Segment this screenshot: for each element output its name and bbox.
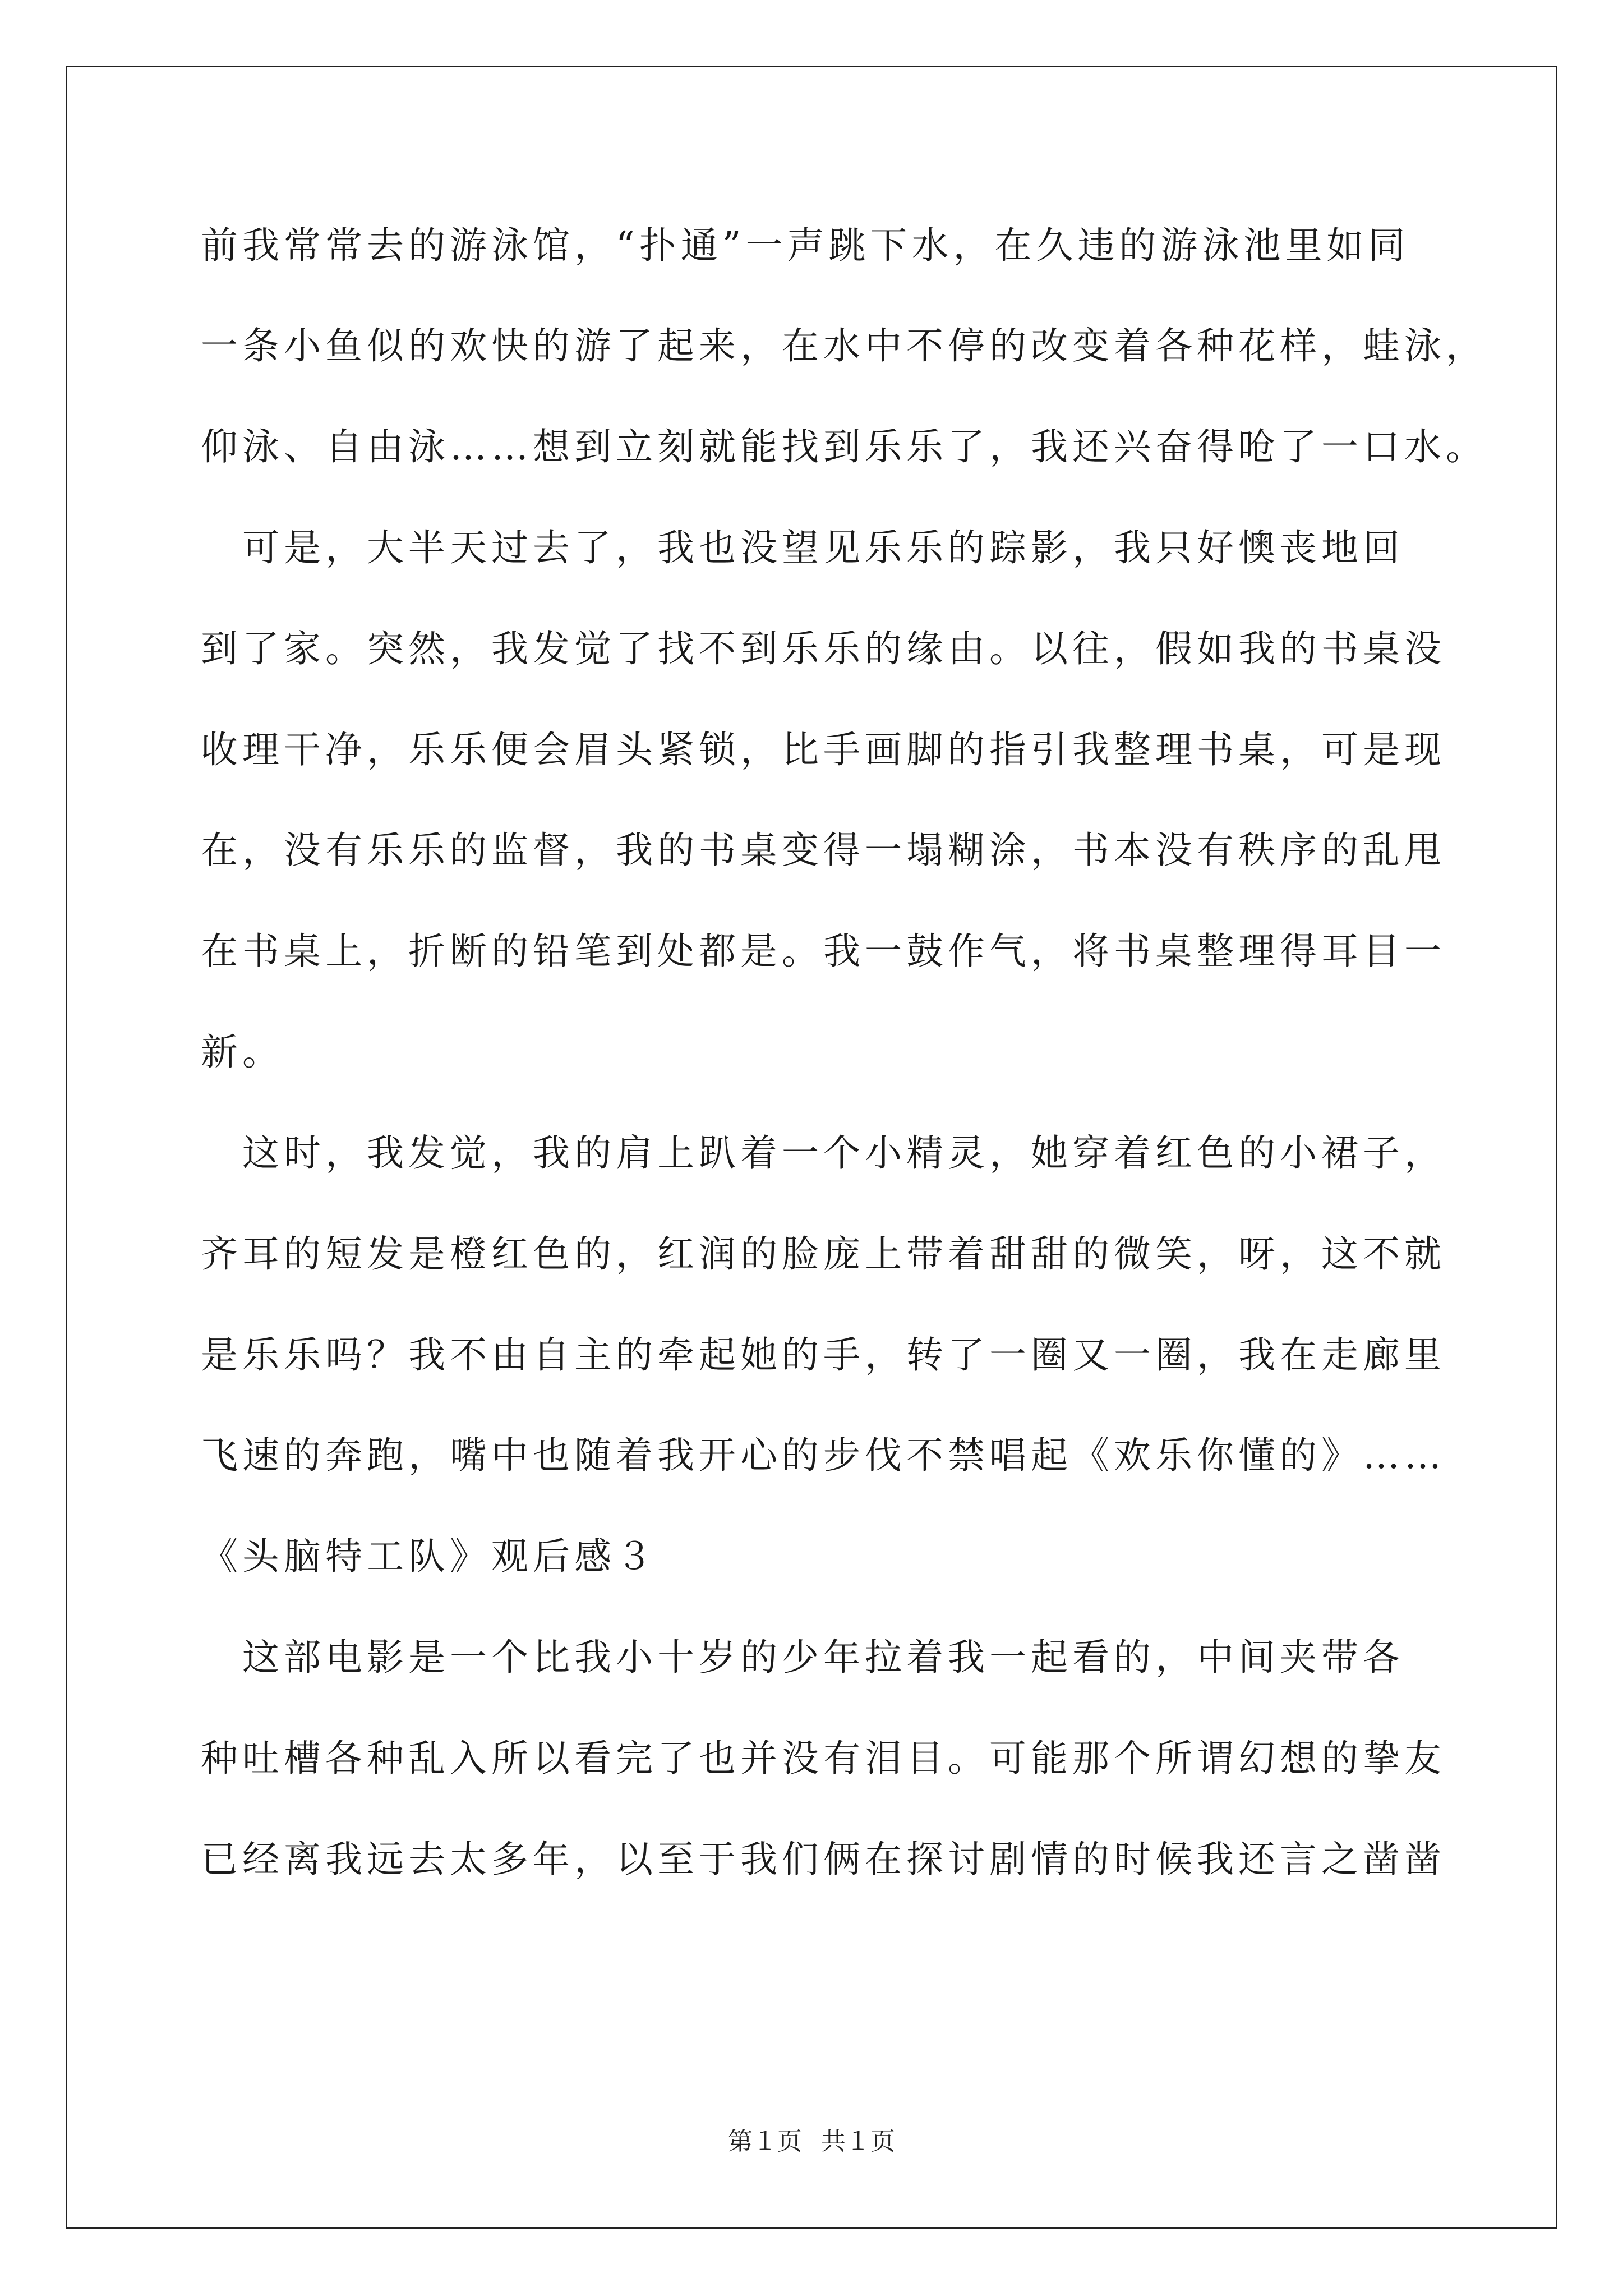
text-line: 飞速的奔跑，嘴中也随着我开心的步伐不禁唱起《欢乐你懂的》…… bbox=[201, 1434, 1446, 1477]
section-heading: 《头脑特工队》观后感３ bbox=[201, 1535, 657, 1578]
text-line: 在书桌上，折断的铅笔到处都是。我一鼓作气，将书桌整理得耳目一 bbox=[201, 930, 1446, 973]
page-number-total: 共１页 bbox=[821, 2127, 895, 2156]
text-line: 这部电影是一个比我小十岁的少年拉着我一起看的，中间夹带各 bbox=[201, 1636, 1404, 1679]
page-footer bbox=[0, 2126, 1623, 2157]
text-line: 已经离我远去太多年，以至于我们俩在探讨剧情的时候我还言之凿凿 bbox=[201, 1838, 1446, 1881]
text-line: 新。 bbox=[201, 1030, 284, 1074]
text-line: 收理干净，乐乐便会眉头紧锁，比手画脚的指引我整理书桌，可是现 bbox=[201, 728, 1446, 771]
text-line: 一条小鱼似的欢快的游了起来，在水中不停的改变着各种花样，蛙泳， bbox=[201, 324, 1487, 367]
text-line: 在，没有乐乐的监督，我的书桌变得一塌糊涂，书本没有秩序的乱甩 bbox=[201, 829, 1446, 872]
text-line: 齐耳的短发是橙红色的，红润的脸庞上带着甜甜的微笑，呀，这不就 bbox=[201, 1232, 1446, 1276]
text-line: 到了家。突然，我发觉了找不到乐乐的缘由。以往，假如我的书桌没 bbox=[201, 627, 1446, 670]
text-line: 前我常常去的游泳馆，“扑通”一声跳下水，在久违的游泳池里如同 bbox=[201, 224, 1410, 267]
text-line: 可是，大半天过去了，我也没望见乐乐的踪影，我只好懊丧地回 bbox=[201, 526, 1404, 569]
page-number-current: 第１页 bbox=[728, 2127, 802, 2156]
text-line: 这时，我发觉，我的肩上趴着一个小精灵，她穿着红色的小裙子， bbox=[201, 1131, 1446, 1175]
text-line: 仰泳、自由泳……想到立刻就能找到乐乐了，我还兴奋得呛了一口水。 bbox=[201, 425, 1487, 468]
text-line: 种吐槽各种乱入所以看完了也并没有泪目。可能那个所谓幻想的挚友 bbox=[201, 1737, 1446, 1780]
text-line: 是乐乐吗？我不由自主的牵起她的手，转了一圈又一圈，我在走廊里 bbox=[201, 1333, 1446, 1377]
